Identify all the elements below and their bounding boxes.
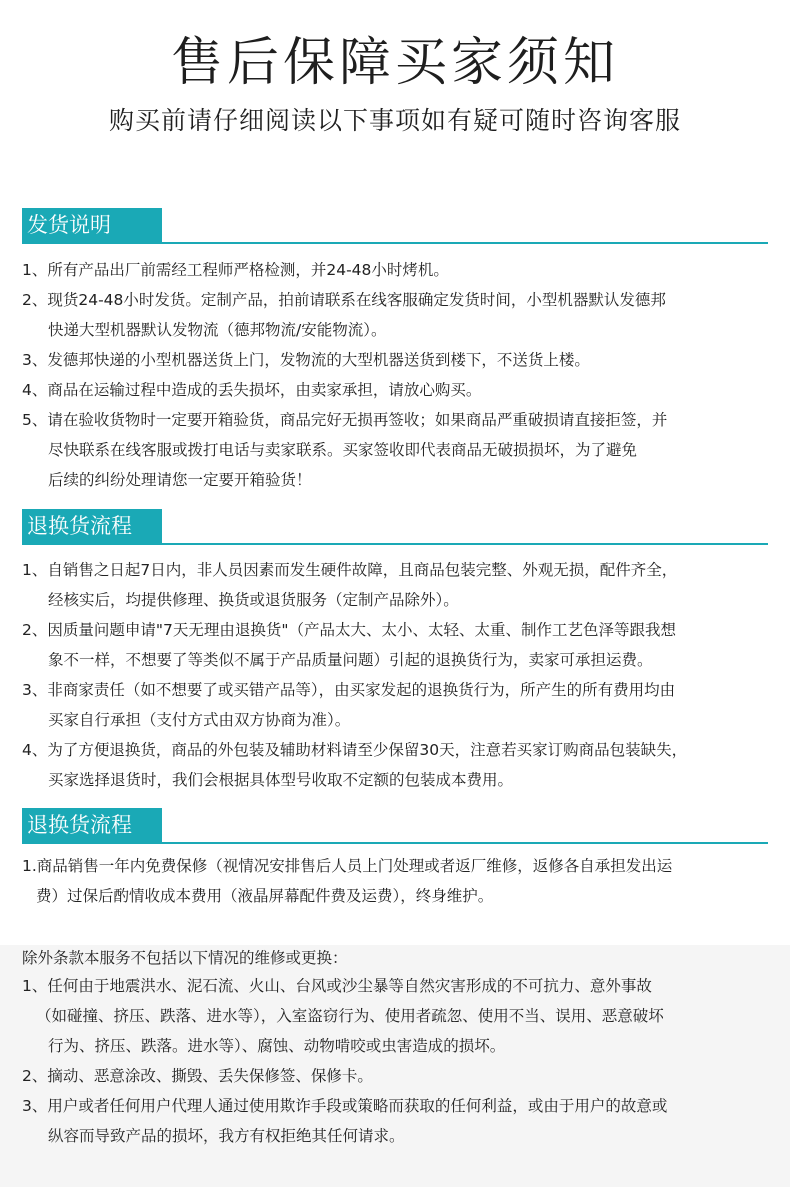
list-item: 后续的纠纷处理请您一定要开箱验货！ <box>48 471 312 489</box>
list-item: 2、摘动、恶意涂改、撕毁、丢失保修签、保修卡。 <box>22 1067 373 1085</box>
list-item: 行为、挤压、跌落。进水等）、腐蚀、动物啃咬或虫害造成的损坏。 <box>48 1037 506 1055</box>
list-item: 纵容而导致产品的损坏，我方有权拒绝其任何请求。 <box>48 1127 405 1145</box>
list-item: 1、任何由于地震洪水、泥石流、火山、台风或沙尘暴等自然灾害形成的不可抗力、意外事故 <box>22 977 652 995</box>
section-header-shipping <box>22 208 768 244</box>
list-item: 2、现货24-48小时发货。定制产品，拍前请联系在线客服确定发货时间，小型机器默认发德邦 <box>22 291 666 309</box>
section-header-warranty <box>22 808 768 844</box>
list-item: 象不一样，不想要了等类似不属于产品质量问题）引起的退换货行为，卖家可承担运费。 <box>48 651 653 669</box>
list-item: 1、自销售之日起7日内，非人员因素而发生硬件故障，且商品包装完整、外观无损，配件齐全， <box>22 561 678 579</box>
page-title: 售后保障买家须知 <box>170 33 619 93</box>
section-heading: 退换货流程 <box>22 509 162 543</box>
list-item: 2、因质量问题申请"7天无理由退换货"（产品太大、太小、太轻、太重、制作工艺色泽等跟我想 <box>22 621 676 639</box>
list-item: 4、商品在运输过程中造成的丢失损坏，由卖家承担，请放心购买。 <box>22 381 482 399</box>
list-item: 买家自行承担（支付方式由双方协商为准）。 <box>48 711 351 729</box>
list-item: （如碰撞、挤压、跌落、进水等），入室盗窃行为、使用者疏忽、使用不当、误用、恶意破坏 <box>36 1007 664 1025</box>
list-item: 1、所有产品出厂前需经工程师严格检测，并24-48小时烤机。 <box>22 261 449 279</box>
list-item: 3、用户或者任何用户代理人通过使用欺诈手段或策略而获取的任何利益，或由于用户的故意或 <box>22 1097 668 1115</box>
list-item: 快递大型机器默认发物流（德邦物流/安能物流）。 <box>48 321 387 339</box>
section-heading: 退换货流程 <box>22 808 162 842</box>
list-item: 3、非商家责任（如不想要了或买错产品等），由买家发起的退换货行为，所产生的所有费用均由 <box>22 681 676 699</box>
exclusions-intro: 除外条款本服务不包括以下情况的维修或更换： <box>22 949 348 967</box>
list-item: 经核实后，均提供修理、换货或退货服务（定制产品除外）。 <box>48 591 459 609</box>
list-item: 4、为了方便退换货，商品的外包装及辅助材料请至少保留30天，注意若买家订购商品包装缺失， <box>22 741 688 759</box>
list-item: 5、请在验收货物时一定要开箱验货，商品完好无损再签收；如果商品严重破损请直接拒签，并 <box>22 411 668 429</box>
list-item: 费）过保后酌情收成本费用（液晶屏幕配件费及运费），终身维护。 <box>36 887 494 905</box>
list-item: 1.商品销售一年内免费保修（视情况安排售后人员上门处理或者返厂维修，返修各自承担发出运 <box>22 857 673 875</box>
list-item: 3、发德邦快递的小型机器送货上门，发物流的大型机器送货到楼下，不送货上楼。 <box>22 351 590 369</box>
section-header-returns <box>22 509 768 545</box>
section-heading: 发货说明 <box>22 208 162 242</box>
list-item: 尽快联系在线客服或拨打电话与卖家联系。买家签收即代表商品无破损损坏，为了避免 <box>48 441 638 459</box>
list-item: 买家选择退货时，我们会根据具体型号收取不定额的包装成本费用。 <box>48 771 514 789</box>
page-subtitle: 购买前请仔细阅读以下事项如有疑可随时咨询客服 <box>108 106 681 135</box>
